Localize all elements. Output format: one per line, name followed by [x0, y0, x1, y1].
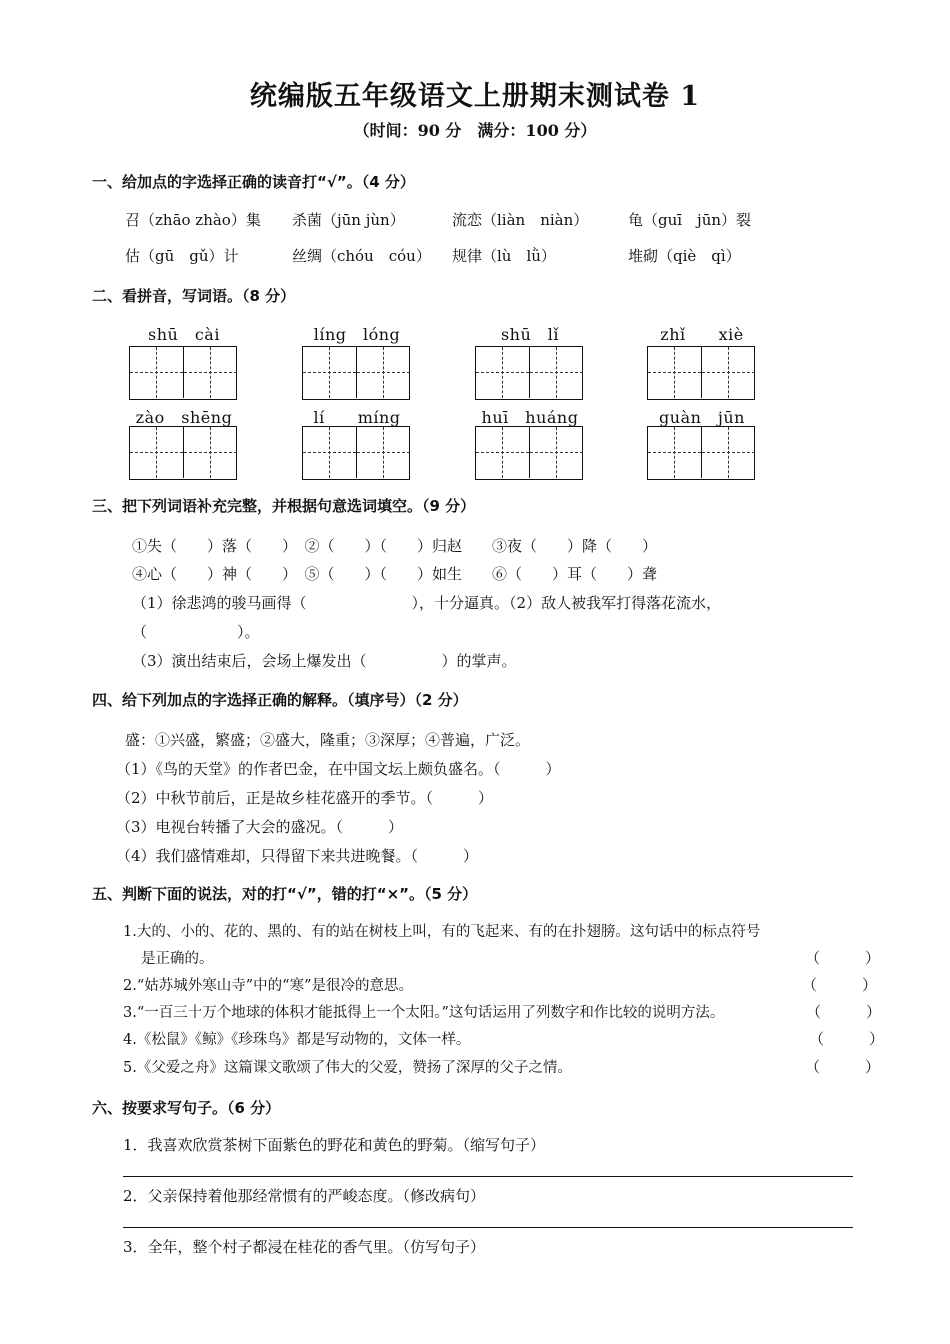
pinyin-label: shū lǐ [500, 325, 560, 344]
s6-item2: 2．父亲保持着他那经常惯有的严峻态度。（修改病句） [123, 1187, 486, 1205]
pinyin-label: zào shēng [135, 408, 233, 427]
s3-line3: （1）徐悲鸿的骏马画得（ ），十分逼真。（2）敌人被我军打得落花流水， [132, 594, 722, 612]
answer-paren[interactable]: （ ） [805, 949, 881, 967]
s1-r1-item3: 流恋（liàn niàn） [452, 211, 589, 229]
s1-r1-item4: 龟（guī jūn）裂 [628, 211, 752, 229]
s5-item5: 5.《父爱之舟》这篇课文歌颂了伟大的父爱，赞扬了深厚的父子之情。 [123, 1060, 572, 1076]
answer-paren[interactable]: （ ） [805, 1058, 881, 1076]
page-title: 统编版五年级语文上册期末测试卷 1 [249, 81, 701, 112]
answer-line[interactable] [123, 1227, 853, 1228]
s6-item3: 3．全年，整个村子都浸在桂花的香气里。（仿写句子） [123, 1238, 486, 1256]
writing-grid[interactable] [302, 346, 410, 400]
s4-item: （2）中秋节前后，正是故乡桂花盛开的季节。（ ） [116, 789, 494, 807]
s1-r1-item2: 杀菌（jūn jùn） [292, 211, 405, 229]
section3-heading: 三、把下列词语补充完整，并根据句意选词填空。（9 分） [92, 497, 476, 515]
section1-heading: 一、给加点的字选择正确的读音打“√”。（4 分） [92, 173, 415, 191]
s5-item3: 3.“一百三十万个地球的体积才能抵得上一个太阳。”这句话运用了列数字和作比较的说明方法。 [123, 1005, 725, 1021]
s5-item2: 2.“姑苏城外寒山寺”中的“寒”是很冷的意思。 [123, 978, 413, 994]
exam-info: （时间：90 分 满分：100 分） [353, 121, 597, 140]
writing-grid[interactable] [129, 346, 237, 400]
s4-definition: 盛：①兴盛，繁盛；②盛大，隆重；③深厚；④普遍，广泛。 [125, 731, 531, 749]
writing-grid[interactable] [302, 426, 410, 480]
s1-r2-item1: 估（gū gǔ）计 [125, 247, 239, 265]
s5-item1: 1.大的、小的、花的、黑的、有的站在树枝上叫，有的飞起来、有的在扑翅膀。这句话中的标点符号 [123, 924, 761, 940]
s5-item1-cont: 是正确的。 [141, 951, 214, 967]
pinyin-label: guàn jūn [659, 408, 745, 427]
pinyin-label: lí míng [313, 408, 401, 427]
s3-line2: ④心（ ）神（ ） ⑤（ ）（ ）如生 ⑥（ ）耳（ ）聋 [132, 565, 658, 583]
section5-heading: 五、判断下面的说法，对的打“√”，错的打“×”。（5 分） [92, 885, 478, 903]
s1-r2-item4: 堆砌（qiè qì） [628, 247, 741, 265]
writing-grid[interactable] [647, 346, 755, 400]
s4-item: （3）电视台转播了大会的盛况。（ ） [116, 818, 404, 836]
s6-item1: 1．我喜欢欣赏茶树下面紫色的野花和黄色的野菊。（缩写句子） [123, 1136, 546, 1154]
section4-heading: 四、给下列加点的字选择正确的解释。（填序号）（2 分） [92, 691, 468, 709]
s5-item4: 4.《松鼠》《鲸》《珍珠鸟》都是写动物的，文体一样。 [123, 1032, 471, 1048]
pinyin-label: zhǐ xiè [660, 325, 744, 344]
pinyin-label: shū cài [148, 325, 220, 344]
writing-grid[interactable] [475, 426, 583, 480]
pinyin-label: huī huáng [481, 408, 579, 427]
writing-grid[interactable] [129, 426, 237, 480]
writing-grid[interactable] [647, 426, 755, 480]
s3-line5: （3）演出结束后，会场上爆发出（ ）的掌声。 [132, 652, 517, 670]
answer-line[interactable] [123, 1176, 853, 1177]
s1-r2-item3: 规律（lù lǜ） [452, 247, 556, 265]
pinyin-label: líng lóng [313, 325, 401, 344]
s1-r2-item2: 丝绸（chóu cóu） [292, 247, 431, 265]
s3-line1: ①失（ ）落（ ） ②（ ）（ ）归赵 ③夜（ ）降（ ） [132, 537, 658, 555]
s1-r1-item1: 召（zhāo zhào）集 [125, 211, 261, 229]
s4-item: （4）我们盛情难却，只得留下来共进晚餐。（ ） [116, 847, 479, 865]
section6-heading: 六、按要求写句子。（6 分） [92, 1099, 281, 1117]
section2-heading: 二、看拼音，写词语。（8 分） [92, 287, 296, 305]
writing-grid[interactable] [475, 346, 583, 400]
answer-paren[interactable]: （ ） [802, 976, 878, 994]
s4-item: （1）《鸟的天堂》的作者巴金，在中国文坛上颇负盛名。（ ） [116, 760, 561, 778]
answer-paren[interactable]: （ ） [806, 1003, 882, 1021]
answer-paren[interactable]: （ ） [809, 1030, 885, 1048]
s3-line4: （ ）。 [132, 623, 260, 641]
